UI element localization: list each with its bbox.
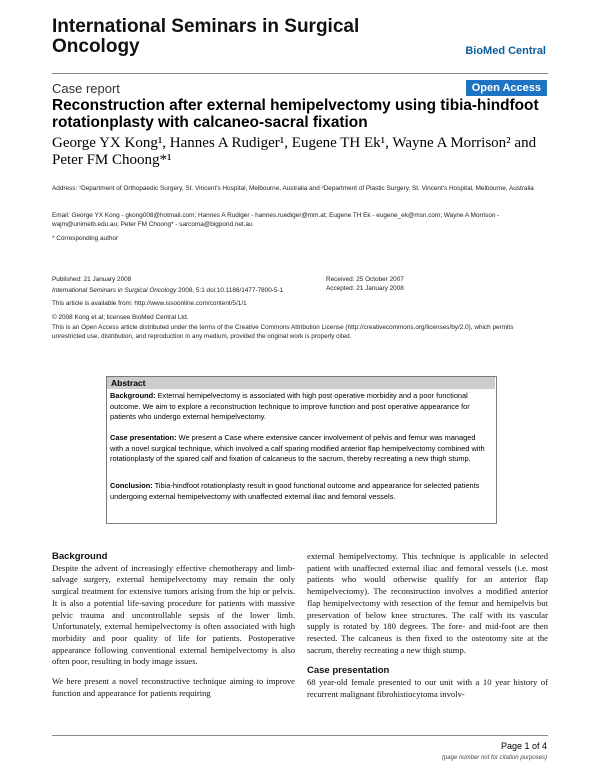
article-type: Case report	[52, 81, 120, 96]
abstract-background-label: Background:	[110, 391, 156, 400]
abstract-conclusion-label: Conclusion:	[110, 481, 153, 490]
citation	[52, 286, 322, 295]
abstract-case-label: Case presentation:	[110, 433, 177, 442]
publisher-logo-text: BioMed Central	[465, 45, 546, 57]
citation-journal: International Seminars in Surgical Oncology	[52, 287, 177, 294]
author-list: George YX Kong¹, Hannes A Rudiger¹, Eugene TH Ek¹, Wayne A Morrison² and Peter FM Choong*¹	[52, 135, 537, 168]
footer-divider	[52, 735, 548, 736]
license-text: This is an Open Access article distributed under the terms of the Creative Commons Attribution License (http://creativecommons.org/licenses/by/2.0), which permits unrestricted use, distribution, and reproduction in any medium, provided the original work is properly cited.	[52, 324, 514, 340]
header-divider	[52, 73, 548, 74]
open-access-badge: Open Access	[466, 80, 547, 96]
abstract-background-text: External hemipelvectomy is associated with high post operative morbidity and a poor functional outcome. We aim to explore a reconstruction technique to improve function and post operative appearance for patients who undergo external hemipelvectomy.	[110, 391, 470, 421]
abstract-background	[110, 391, 490, 423]
background-heading: Background	[52, 551, 108, 562]
right-column	[307, 551, 548, 700]
right-paragraph-1: external hemipelvectomy. This technique is applicable in selected patient with unaffected external iliac and femoral vessels (i.e. most patients who would otherwise qualify for an anterior flap hemipelvectomy). The reconstruction involves a modified anterior flap hemipelvectomy with resection of the femur and hemipelvis but preservation of below knee structures. The calf with its vascular supply is rotated by 180 degrees. The fore- and mid-foot are then resected. The calcaneus is then fixed to the osteotomy site at the sacrum, thereby recreating a new thigh stump.	[307, 551, 548, 655]
affiliation-address: Address: ¹Department of Orthopaedic Surgery, St. Vincent's Hospital, Melbourne, Australia and ²Department of Plastic Surgery, St. Vincent's Hospital, Melbourne, Australia	[52, 185, 534, 192]
background-paragraph-2: We here present a novel reconstructive technique aiming to improve function and appearance for patients requiring	[52, 676, 295, 698]
citation-details: 2008, 5:1 doi:10.1186/1477-7800-5-1	[176, 287, 284, 294]
left-column	[52, 551, 295, 699]
corresponding-author-note: * Corresponding author	[52, 235, 119, 242]
case-paragraph: 68 year-old female presented to our unit with a 10 year history of recurrent malignant fibrohistiocytoma involv-	[307, 677, 548, 699]
article-url[interactable]: This article is available from: http://www.issoonline.com/content/5/1/1	[52, 300, 247, 307]
accepted-date: Accepted: 21 January 2008	[326, 285, 404, 292]
article-title: Reconstruction after external hemipelvectomy using tibia-hindfoot rotationplasty with calcaneo-sacral fixation	[52, 97, 539, 131]
page-number: Page 1 of 4	[500, 741, 547, 751]
journal-title: International Seminars in Surgical Oncology	[52, 16, 360, 57]
abstract-conclusion-text: Tibia-hindfoot rotationplasty result in good functional outcome and appearance for selected patients undergoing external hemipelvectomy with unaffected external iliac and femoral vessels.	[110, 481, 480, 501]
biomed-central-logo	[465, 45, 546, 57]
page-number-note: (page number not for citation purposes)	[441, 755, 547, 761]
background-paragraph-1: Despite the advent of increasingly effective chemotherapy and limb-salvage surgery, external hemipelvectomy may remain the only surgical treatment for extensive tumors arising from the hip or pelvis. It is also a potential life-saving procedure for patients with massive pelvic trauma and uncontrollable sepsis of the lower limb. Unfortunately, external hemipelvectomy is often associated with high morbidity and poor quality of life for patients. Postoperative appearance following conventional external hemipelvectomy is also often poor, resulting in body image issues.	[52, 562, 295, 667]
published-date: Published: 21 January 2008	[52, 276, 132, 283]
abstract-heading: Abstract	[107, 377, 495, 389]
case-presentation-heading: Case presentation	[307, 665, 390, 677]
abstract-case-presentation	[110, 433, 490, 465]
abstract-case-text: We present a Case where extensive cancer involvement of pelvis and femur was managed with a novel surgical technique, which involved a calf sparing modified anterior flap hemipelvectomy combined with rotationplasty of the spared calf and fixation of calcaneus to the sacrum, thereby recreating a new thigh stump.	[110, 433, 485, 463]
author-emails: Email: George YX Kong - gkong008@hotmail.com; Hannes A Rudiger - hannes.ruediger@mm.at; Eugene TH Ek - eugene_ek@msn.com; Wayne A Morrison - wajm@unimelb.edu.au; Peter FM Choong* - sarcoma@bigpond.net.au	[52, 212, 500, 228]
received-date: Received: 25 October 2007	[326, 276, 404, 283]
copyright-notice: © 2008 Kong et al; licensee BioMed Central Ltd.	[52, 314, 189, 321]
abstract-conclusion	[110, 481, 490, 502]
